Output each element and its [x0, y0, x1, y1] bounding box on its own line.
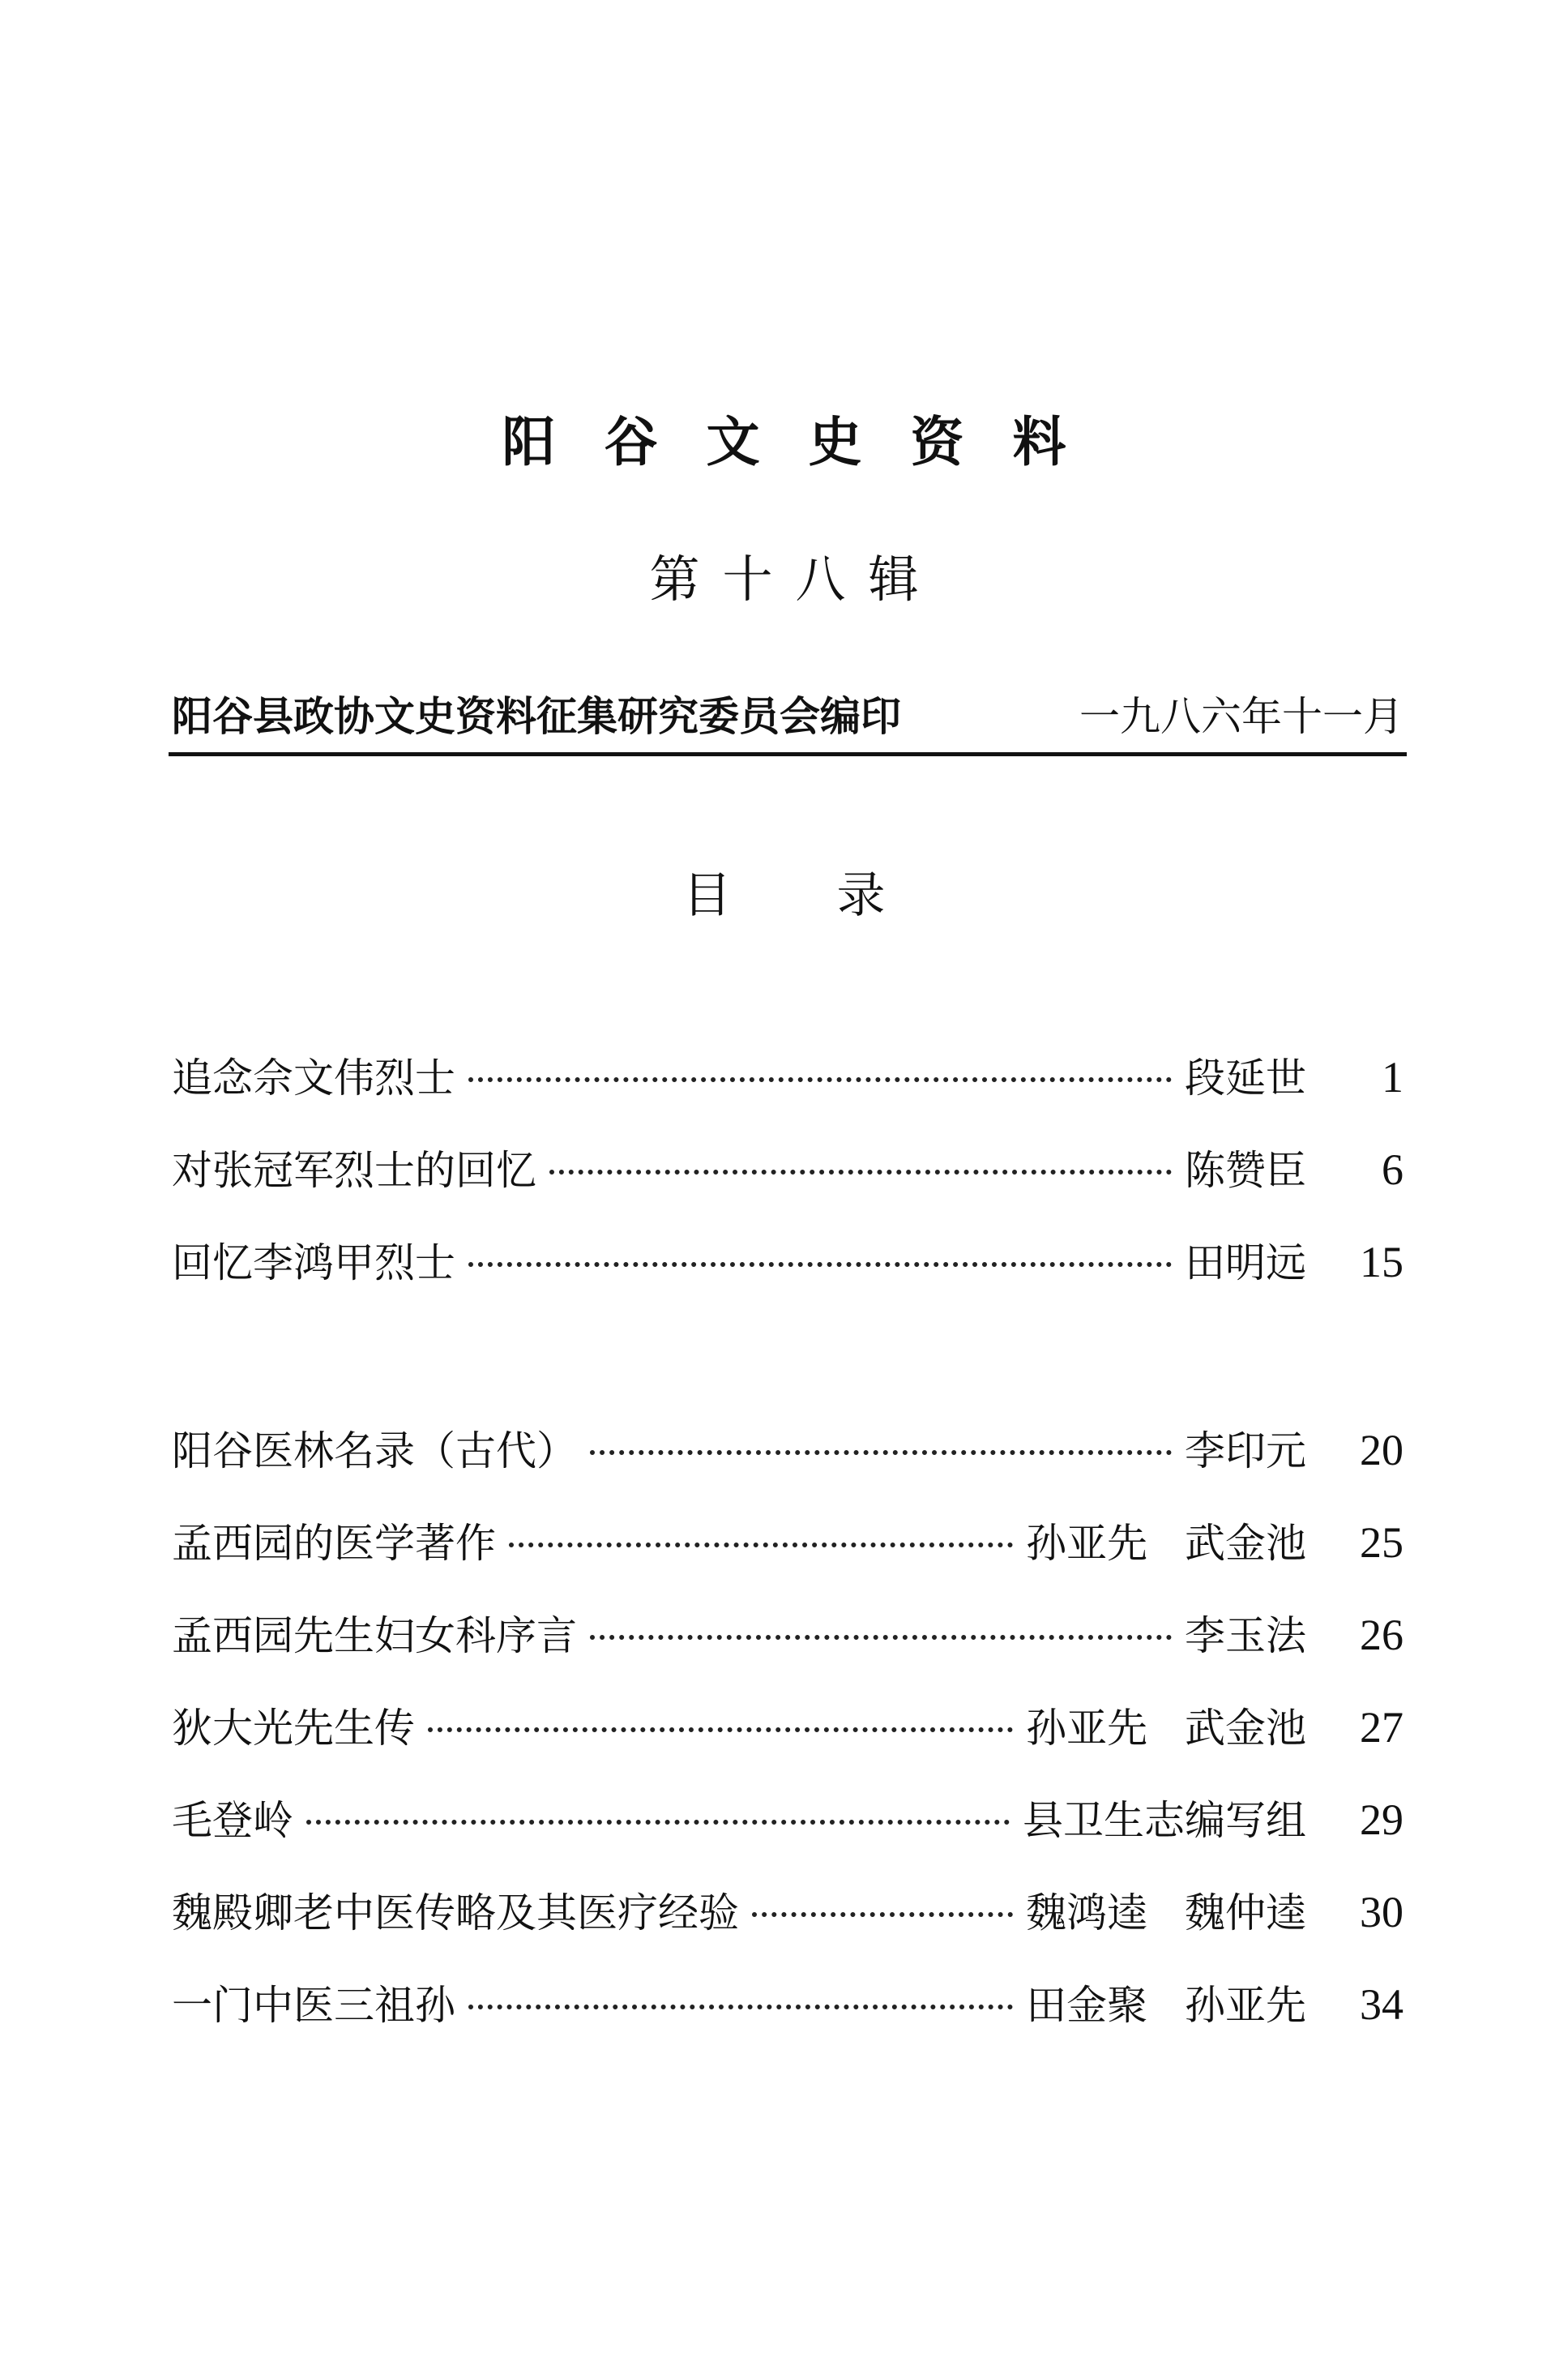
- toc-entry: [172, 1046, 1404, 1138]
- toc-entry-title: 魏殿卿老中医传略及其医疗经验: [172, 1889, 739, 1936]
- toc-entry-page: 15: [1360, 1238, 1404, 1286]
- toc-entry: [172, 1788, 1404, 1881]
- toc-entry-page: 6: [1382, 1145, 1404, 1194]
- toc-entry-title: 对张冠军烈士的回忆: [172, 1147, 536, 1194]
- dot-leader: [468, 1077, 1172, 1082]
- toc-entry-author: 孙亚先 武金池: [1026, 1705, 1306, 1752]
- toc-entry-page: 26: [1360, 1611, 1404, 1659]
- toc-entry-author: 田明远: [1185, 1239, 1306, 1286]
- issue-number: 第十八辑: [649, 550, 942, 609]
- dot-leader: [549, 1170, 1172, 1175]
- publisher: 阳谷县政协文史资料征集研究委员会编印: [172, 692, 901, 740]
- dot-leader: [590, 1635, 1172, 1640]
- toc-entry: [172, 1603, 1404, 1696]
- toc-entry-title: 一门中医三祖孙: [172, 1982, 455, 2029]
- dot-leader: [468, 1262, 1172, 1267]
- toc-entry-title: 孟西园的医学著作: [172, 1520, 496, 1567]
- publisher-row: [172, 673, 1404, 754]
- toc-entry-page: 34: [1360, 1980, 1404, 2029]
- toc-entry-page: 29: [1360, 1795, 1404, 1844]
- toc-entry-title: 毛登岭: [172, 1797, 293, 1844]
- toc-entry: [172, 1138, 1404, 1230]
- toc-entry-author: 魏鸿逵 魏仲逵: [1026, 1889, 1306, 1936]
- toc-entry: [172, 1696, 1404, 1788]
- header-rule: [169, 752, 1407, 756]
- toc-entry-author: 段延世: [1185, 1055, 1306, 1102]
- toc-entry-title: 回忆李鸿甲烈士: [172, 1239, 455, 1286]
- toc-entry-page: 20: [1360, 1426, 1404, 1474]
- toc-entry-page: 27: [1360, 1703, 1404, 1752]
- toc-entry: [172, 1230, 1404, 1323]
- dot-leader: [468, 2005, 1013, 2009]
- toc-entry-author: 田金聚 孙亚先: [1026, 1982, 1306, 2029]
- dot-leader: [509, 1543, 1013, 1547]
- toc-entry-title: 孟西园先生妇女科序言: [172, 1612, 577, 1659]
- toc-entry-page: 30: [1360, 1888, 1404, 1936]
- toc-entry-author: 李玉法: [1185, 1612, 1306, 1659]
- toc-heading: 目录: [682, 867, 991, 924]
- toc-entry: [172, 1418, 1404, 1511]
- toc-entry: [172, 1511, 1404, 1603]
- toc-entry-page: 1: [1382, 1053, 1404, 1102]
- publication-date: 一九八六年十一月: [1079, 693, 1404, 740]
- toc-entry: [172, 1881, 1404, 1973]
- toc-entry-author: 县卫生志编写组: [1023, 1797, 1306, 1844]
- dot-leader: [428, 1727, 1013, 1732]
- toc-entry-title: 狄大光先生传: [172, 1705, 415, 1752]
- dot-leader: [590, 1450, 1172, 1455]
- toc-entry: [172, 1973, 1404, 2065]
- document-title: 阳谷文史资料: [502, 410, 1115, 473]
- toc-entry-page: 25: [1360, 1518, 1404, 1567]
- toc-group: [172, 1418, 1404, 2065]
- toc-group: [172, 1046, 1404, 1323]
- toc-entry-author: 陈赞臣: [1185, 1147, 1306, 1194]
- toc-entry-title: 追念佘文伟烈士: [172, 1055, 455, 1102]
- dot-leader: [306, 1820, 1010, 1825]
- toc-entry-author: 李印元: [1185, 1427, 1306, 1474]
- toc-entry-author: 孙亚先 武金池: [1026, 1520, 1306, 1567]
- toc-entry-title: 阳谷医林名录（古代）: [172, 1427, 577, 1474]
- dot-leader: [752, 1912, 1013, 1917]
